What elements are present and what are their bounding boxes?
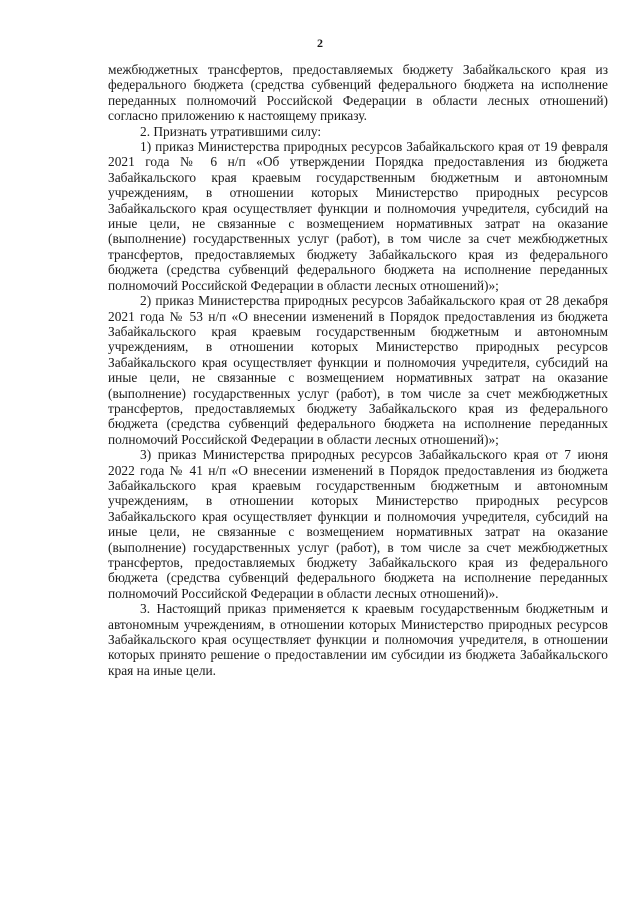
paragraph-subitem-2: 2) приказ Министерства природных ресурсов Забайкальского края от 28 декабря 2021 года № 53 н/п «О внесении изменений в Порядок предоставления из бюджета Забайкальского края краевым государственным бюджетным и автономным учреждениям, в отношении которых Министерство природных ресурсов Забайкальского края осуществляет функции и полномочия учредителя, субсидий на иные цели, не связанные с возмещением нормативных затрат на оказание (выполнение) государственных услуг (работ), в том числе за счет межбюджетных трансфертов, предоставляемых бюджету Забайкальского края из федерального бюджета (средства субвенций федерального бюджета на исполнение переданных полномочий Российской Федерации в области лесных отношений)»; [108,293,608,447]
document-body [108,62,608,678]
paragraph-item-2: 2. Признать утратившими силу: [140,123,322,139]
paragraph-subitem-3: 3) приказ Министерства природных ресурсов Забайкальского края от 7 июня 2022 года № 41 н/п «О внесении изменений в Порядок предоставления из бюджета Забайкальского края краевым государственным бюджетным и автономным учреждениям, в отношении которых Министерство природных ресурсов Забайкальского края осуществляет функции и полномочия учредителя, субсидий на иные цели, не связанные с возмещением нормативных затрат на оказание (выполнение) государственных услуг (работ), в том числе за счет межбюджетных трансфертов, предоставляемых бюджету Забайкальского края из федерального бюджета (средства субвенций федерального бюджета на исполнение переданных полномочий Российской Федерации в области лесных отношений)». [108,447,608,601]
paragraph-subitem-1: 1) приказ Министерства природных ресурсов Забайкальского края от 19 февраля 2021 года № 6 н/п «Об утверждении Порядка предоставления из бюджета Забайкальского края краевым государственным бюджетным и автономным учреждениям, в отношении которых Министерство природных ресурсов Забайкальского края осуществляет функции и полномочия учредителя, субсидий на иные цели, не связанные с возмещением нормативных затрат на оказание (выполнение) государственных услуг (работ), в том числе за счет межбюджетных трансфертов, предоставляемых бюджету Забайкальского края из федерального бюджета (средства субвенций федерального бюджета на исполнение переданных полномочий Российской Федерации в области лесных отношений)»; [108,139,608,293]
paragraph-item-3: 3. Настоящий приказ применяется к краевым государственным бюджетным и автономным учреждениям, в отношении которых Министерство природных ресурсов Забайкальского края осуществляет функции и полномочия учредителя, в отношении которых принято решение о предоставлении им субсидии из бюджета Забайкальского края на иные цели. [108,601,608,678]
page-number: 2 [317,36,323,50]
paragraph-continuation: межбюджетных трансфертов, предоставляемых бюджету Забайкальского края из федерального бюджета (средства субвенций федерального бюджета на исполнение переданных полномочий Российской Федерации в области лесных отношений) согласно приложению к настоящему приказу. [108,62,608,124]
